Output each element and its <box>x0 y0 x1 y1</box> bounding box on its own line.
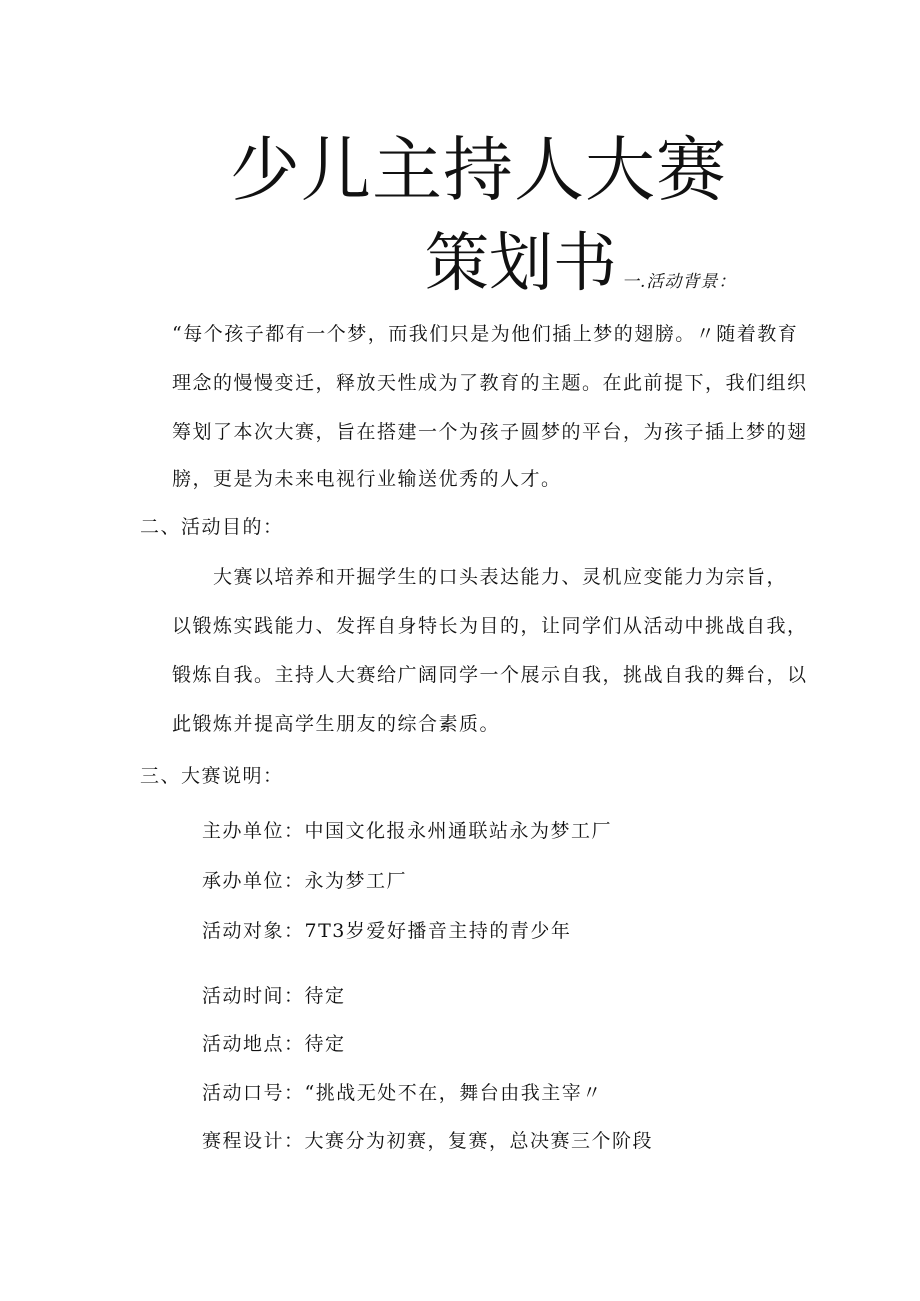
section-heading-description: 三、大赛说明： <box>140 765 284 787</box>
info-item-organizer: 主办单位：中国文化报永州通联站永为梦工厂 <box>202 820 613 842</box>
paragraph-line: 锻炼自我。主持人大赛给广阔同学一个展示自我，挑战自我的舞台，以 <box>172 664 808 686</box>
info-item-host: 承办单位：永为梦工厂 <box>202 870 408 892</box>
info-item-schedule: 赛程设计：大赛分为初赛，复赛，总决赛三个阶段 <box>202 1130 654 1152</box>
paragraph-line: 理念的慢慢变迁，释放天性成为了教育的主题。在此前提下，我们组织 <box>172 372 808 394</box>
paragraph-line: 大赛以培养和开掘学生的口头表达能力、灵机应变能力为宗旨， <box>213 566 788 588</box>
info-item-location: 活动地点：待定 <box>202 1033 346 1055</box>
paragraph-line: “每个孩子都有一个梦，而我们只是为他们插上梦的翅膀。〃随着教育 <box>172 323 799 345</box>
section-heading-background: 一.活动背景： <box>622 272 737 292</box>
document-subtitle: 策划书 <box>425 227 617 301</box>
paragraph-line: 筹划了本次大赛，旨在搭建一个为孩子圆梦的平台，为孩子插上梦的翅 <box>172 421 808 443</box>
section-heading-purpose: 二、活动目的： <box>140 516 284 538</box>
info-item-audience: 活动对象：7T3岁爱好播音主持的青少年 <box>202 920 572 942</box>
paragraph-line: 此锻炼并提高学生朋友的综合素质。 <box>172 713 501 735</box>
paragraph-line: 膀，更是为未来电视行业输送优秀的人才。 <box>172 468 562 490</box>
info-item-slogan: 活动口号：“挑战无处不在，舞台由我主宰〃 <box>202 1082 603 1104</box>
document-title: 少儿主持人大赛 <box>230 129 727 211</box>
paragraph-line: 以锻炼实践能力、发挥自身特长为目的，让同学们从活动中挑战自我， <box>172 615 808 637</box>
info-item-time: 活动时间：待定 <box>202 985 346 1007</box>
